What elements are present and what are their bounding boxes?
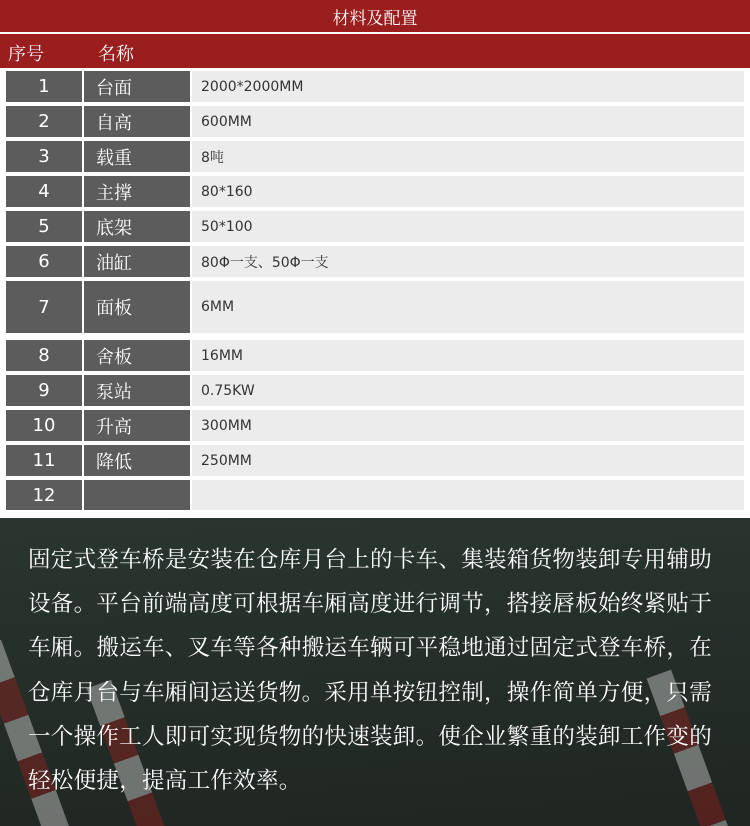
- row-number: 8: [6, 340, 82, 371]
- row-name: 自高: [84, 106, 190, 137]
- row-number: 9: [6, 375, 82, 406]
- row-number: 4: [6, 176, 82, 207]
- table-row: [6, 410, 744, 441]
- row-value: 0.75KW: [192, 375, 744, 406]
- row-name: 油缸: [84, 246, 190, 277]
- row-number: 5: [6, 211, 82, 242]
- row-name: 升高: [84, 410, 190, 441]
- table-row: [6, 375, 744, 406]
- row-value: 250MM: [192, 445, 744, 476]
- row-number: 11: [6, 445, 82, 476]
- row-value: 300MM: [192, 410, 744, 441]
- row-number: 6: [6, 246, 82, 277]
- row-name: 舍板: [84, 340, 190, 371]
- table-row: [6, 246, 744, 277]
- table-row: [6, 176, 744, 207]
- row-value: 80Φ一支、50Φ一支: [192, 246, 744, 277]
- row-value: [192, 480, 744, 510]
- table-row: [6, 281, 744, 333]
- row-value: 600MM: [192, 106, 744, 137]
- row-number: 1: [6, 71, 82, 102]
- row-number: 3: [6, 141, 82, 172]
- table-row: [6, 106, 744, 137]
- table-row: [6, 211, 744, 242]
- header-col-name: 名称: [98, 44, 134, 65]
- row-name: [84, 480, 190, 510]
- row-number: 7: [6, 281, 82, 333]
- row-value: 6MM: [192, 281, 744, 333]
- row-value: 80*160: [192, 176, 744, 207]
- row-name: 载重: [84, 141, 190, 172]
- table-row: [6, 480, 744, 510]
- row-name: 降低: [84, 445, 190, 476]
- row-name: 面板: [84, 281, 190, 333]
- row-name: 主撑: [84, 176, 190, 207]
- row-number: 2: [6, 106, 82, 137]
- row-value: 8吨: [192, 141, 744, 172]
- table-row: [6, 445, 744, 476]
- table-row: [6, 340, 744, 371]
- description-panel: [0, 518, 750, 826]
- table-row: [6, 141, 744, 172]
- row-name: 台面: [84, 71, 190, 102]
- table-row: [6, 71, 744, 102]
- row-name: 底架: [84, 211, 190, 242]
- table-header: [0, 34, 750, 68]
- description-text: 固定式登车桥是安装在仓库月台上的卡车、集装箱货物装卸专用辅助设备。平台前端高度可根据车厢高度进行调节，搭接唇板始终紧贴于车厢。搬运车、叉车等各种搬运车辆可平稳地通过固定式登车桥，在仓库月台与车厢间运送货物。采用单按钮控制，操作简单方便，只需一个操作工人即可实现货物的快速装卸。使企业繁重的装卸工作变的轻松便捷，提高工作效率。: [28, 547, 713, 795]
- row-value: 16MM: [192, 340, 744, 371]
- row-number: 12: [6, 480, 82, 510]
- header-col-no: 序号: [8, 44, 44, 65]
- row-number: 10: [6, 410, 82, 441]
- row-name: 泵站: [84, 375, 190, 406]
- table-title-text: 材料及配置: [332, 8, 418, 29]
- row-value: 2000*2000MM: [192, 71, 744, 102]
- table-title: [0, 0, 750, 32]
- row-value: 50*100: [192, 211, 744, 242]
